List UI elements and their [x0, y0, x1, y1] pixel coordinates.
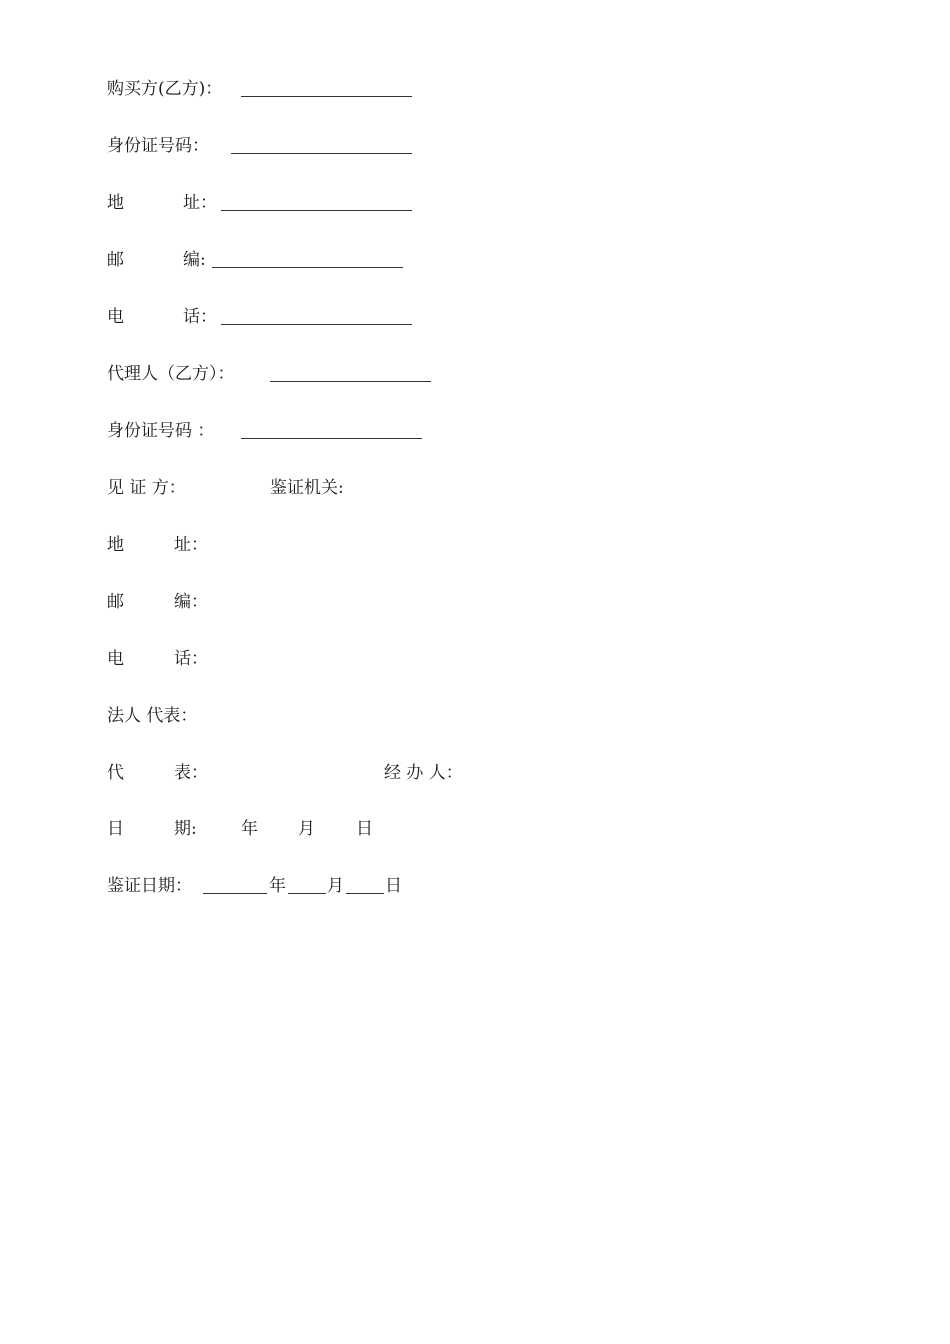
- witness-postcode-label-2: 编：: [174, 592, 208, 612]
- witness-date-label-2: 期:: [174, 819, 197, 839]
- witness-day-label: 日: [356, 819, 373, 839]
- witness-label: 见 证 方：: [107, 478, 186, 498]
- certification-year-blank[interactable]: [203, 893, 267, 894]
- certification-day-blank[interactable]: [346, 893, 384, 894]
- buyer-postcode-label-2: 编:: [183, 250, 206, 270]
- certification-date-label: 鉴证日期：: [107, 876, 192, 896]
- witness-address-label-2: 址：: [174, 535, 208, 555]
- certification-year-label: 年: [269, 876, 286, 896]
- witness-postcode-label-1: 邮: [107, 592, 124, 612]
- authority-label: 鉴证机关:: [270, 478, 344, 498]
- witness-year-label: 年: [241, 819, 258, 839]
- buyer-address-label-1: 地: [107, 193, 124, 213]
- buyer-phone-label-2: 话：: [183, 307, 217, 327]
- buyer-address-blank[interactable]: [221, 210, 412, 211]
- agent-id-label: 身份证号码 ：: [107, 421, 215, 441]
- buyer-id-label: 身份证号码：: [107, 136, 209, 156]
- agent-name-label: 代理人（乙方）：: [107, 364, 235, 384]
- witness-phone-label-2: 话：: [174, 649, 208, 669]
- certification-month-label: 月: [327, 876, 344, 896]
- buyer-phone-blank[interactable]: [221, 324, 412, 325]
- agent-id-blank[interactable]: [241, 438, 422, 439]
- witness-phone-label-1: 电: [107, 649, 124, 669]
- buyer-phone-label-1: 电: [107, 307, 124, 327]
- rep-label-2: 表：: [174, 763, 208, 783]
- certification-day-label: 日: [385, 876, 402, 896]
- buyer-address-label-2: 址：: [183, 193, 217, 213]
- rep-label-1: 代: [107, 763, 124, 783]
- witness-month-label: 月: [298, 819, 315, 839]
- buyer-postcode-blank[interactable]: [212, 267, 403, 268]
- witness-date-label-1: 日: [107, 819, 124, 839]
- buyer-name-label: 购买方(乙方)：: [107, 79, 223, 99]
- buyer-postcode-label-1: 邮: [107, 250, 124, 270]
- buyer-id-blank[interactable]: [231, 153, 412, 154]
- handler-label: 经 办 人：: [384, 763, 463, 783]
- buyer-name-blank[interactable]: [241, 96, 412, 97]
- agent-name-blank[interactable]: [270, 381, 431, 382]
- legal-rep-label: 法人 代表：: [107, 706, 198, 726]
- certification-month-blank[interactable]: [288, 893, 326, 894]
- witness-address-label-1: 地: [107, 535, 124, 555]
